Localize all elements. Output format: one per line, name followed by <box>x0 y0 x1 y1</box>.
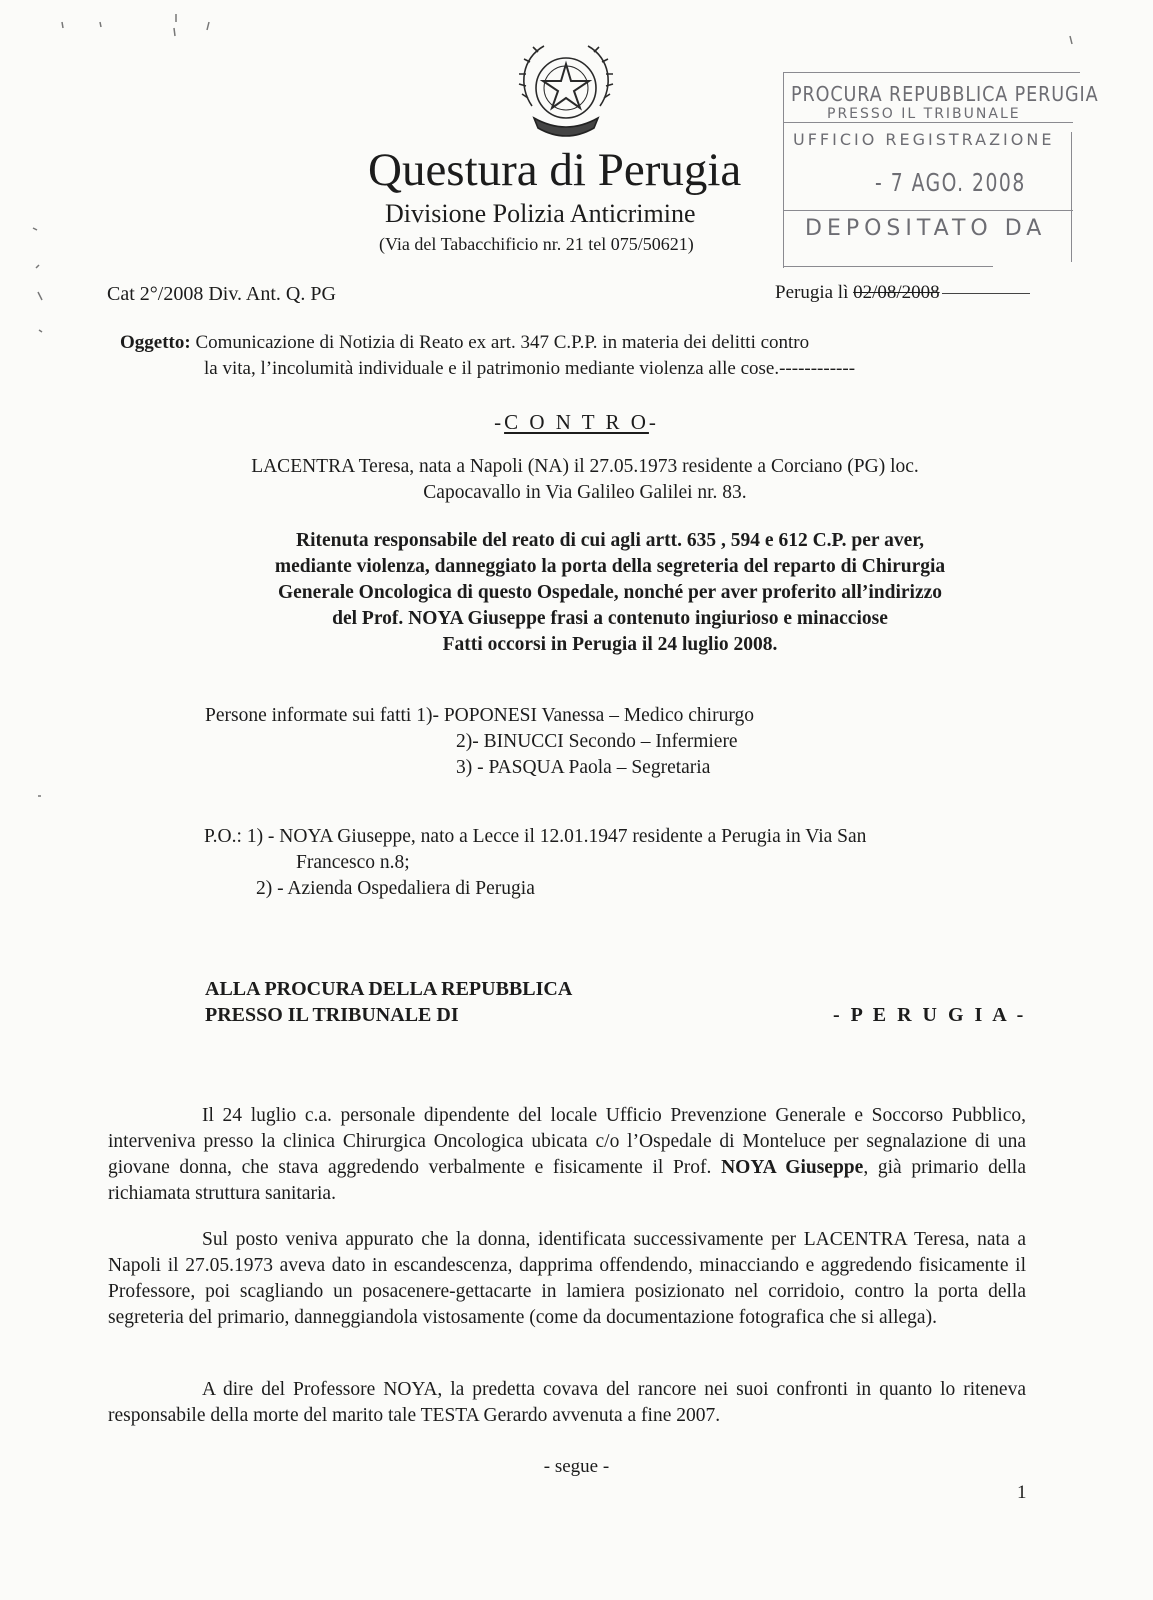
stamp-line-3: UFFICIO REGISTRAZIONE <box>793 130 1055 149</box>
continues-note: - segue - <box>543 1456 610 1477</box>
stamp-date: - 7 AGO. 2008 <box>875 168 1026 197</box>
subject-text-line-1: Comunicazione di Notizia di Reato ex art. 347 C.P.P. in materia dei delitti contro <box>195 332 810 353</box>
charges-line-1: Ritenuta responsabile del reato di cui agli artt. 635 , 594 e 612 C.P. per aver, <box>296 530 924 551</box>
body-paragraph-1: Il 24 luglio c.a. personale dipendente del locale Ufficio Prevenzione Generale e Soccorso Pubblico, interveniva presso la clinica Chirurgica Oncologica ubicata c/o l’Ospedale di Monteluce per segnalazione di una giovane donna, che stava aggredendo verbalmente e fisicamente il Prof. NOYA Giuseppe, già primario della richiamata struttura sanitaria. <box>108 1105 1027 1204</box>
against-label: C O N T R O <box>504 410 649 434</box>
informed-person-2: 2)- BINUCCI Secondo – Infermiere <box>456 731 738 752</box>
charges <box>175 528 1045 658</box>
informed-persons-label: Persone informate sui fatti <box>205 705 412 726</box>
defendant-line-2: Capocavallo in Via Galileo Galilei nr. 83. <box>423 482 747 503</box>
charges-line-2: mediante violenza, danneggiato la porta della segreteria del reparto di Chirurgia <box>274 556 946 577</box>
place-date <box>775 280 1030 306</box>
injured-parties-label: P.O.: <box>204 826 242 847</box>
defendant-details <box>200 454 970 506</box>
charges-line-5: Fatti occorsi in Perugia il 24 luglio 2008. <box>442 634 778 655</box>
document-date: 02/08/2008 <box>853 282 940 303</box>
against-heading: -C O N T R O- <box>494 410 659 434</box>
italian-republic-emblem-icon <box>514 36 618 144</box>
recipient-city: - P E R U G I A - <box>833 1004 1027 1026</box>
page-number: 1 <box>1017 1482 1027 1503</box>
recipient-line-1: ALLA PROCURA DELLA REPUBBLICA <box>205 978 573 1000</box>
injured-party-1: P.O.: 1) - NOYA Giuseppe, nato a Lecce il 12.01.1947 residente a Perugia in Via San <box>204 826 867 847</box>
charges-line-4: del Prof. NOYA Giuseppe frasi a contenuto ingiurioso e minacciose <box>332 608 888 629</box>
charges-line-3: Generale Oncologica di questo Ospedale, nonché per aver proferito all’indirizzo <box>277 582 943 603</box>
agency-title: Questura di Perugia <box>368 144 742 196</box>
place-prefix: Perugia lì <box>775 282 849 303</box>
injured-party-1-cont: Francesco n.8; <box>296 852 410 873</box>
person-name-bold: NOYA Giuseppe <box>721 1157 864 1178</box>
body-paragraph-3: A dire del Professore NOYA, la predetta covava del rancore nei suoi confronti in quanto lo riteneva responsabile della morte del marito tale TESTA Gerardo avvenuta a fine 2007. <box>108 1379 1026 1426</box>
informed-person-3: 3) - PASQUA Paola – Segretaria <box>456 757 711 778</box>
subject <box>120 330 990 382</box>
stamp-line-2: PRESSO IL TRIBUNALE <box>827 106 1021 122</box>
category-reference: Cat 2°/2008 Div. Ant. Q. PG <box>107 283 336 305</box>
subject-text-line-2: la vita, l’incolumità individuale e il patrimonio mediante violenza alle cose.------------ <box>204 358 856 379</box>
registration-stamp <box>783 72 1099 274</box>
subject-label: Oggetto: <box>120 332 191 353</box>
body-paragraph-2: Sul posto veniva appurato che la donna, identificata successivamente per LACENTRA Teresa, nata a Napoli il 27.05.1973 aveva dato in escandescenza, dapprima offendendo, minacciando e aggredendo fisicamente il Professore, poi scagliando un posacenere-gettacarte in lamiera posizionato nel corridoio, contro la porta della segreteria del primario, danneggiandola vistosamente (come da documentazione fotografica che si allega). <box>108 1229 1026 1328</box>
recipient-line-2: PRESSO IL TRIBUNALE DI <box>205 1004 459 1026</box>
division-name: Divisione Polizia Anticrimine <box>385 199 696 228</box>
stamp-line-5: DEPOSITATO DA <box>805 216 1047 241</box>
defendant-line-1: LACENTRA Teresa, nata a Napoli (NA) il 27.05.1973 residente a Corciano (PG) loc. <box>251 456 919 477</box>
injured-party-2: 2) - Azienda Ospedaliera di Perugia <box>256 878 535 899</box>
stamp-line-1: PROCURA REPUBBLICA PERUGIA <box>791 82 1099 106</box>
informed-person-1: Persone informate sui fatti 1)- POPONESI Vanessa – Medico chirurgo <box>205 705 754 726</box>
recipient <box>205 976 572 1028</box>
date-trail-line <box>942 293 1030 294</box>
agency-address: (Via del Tabacchificio nr. 21 tel 075/50621) <box>379 234 694 254</box>
